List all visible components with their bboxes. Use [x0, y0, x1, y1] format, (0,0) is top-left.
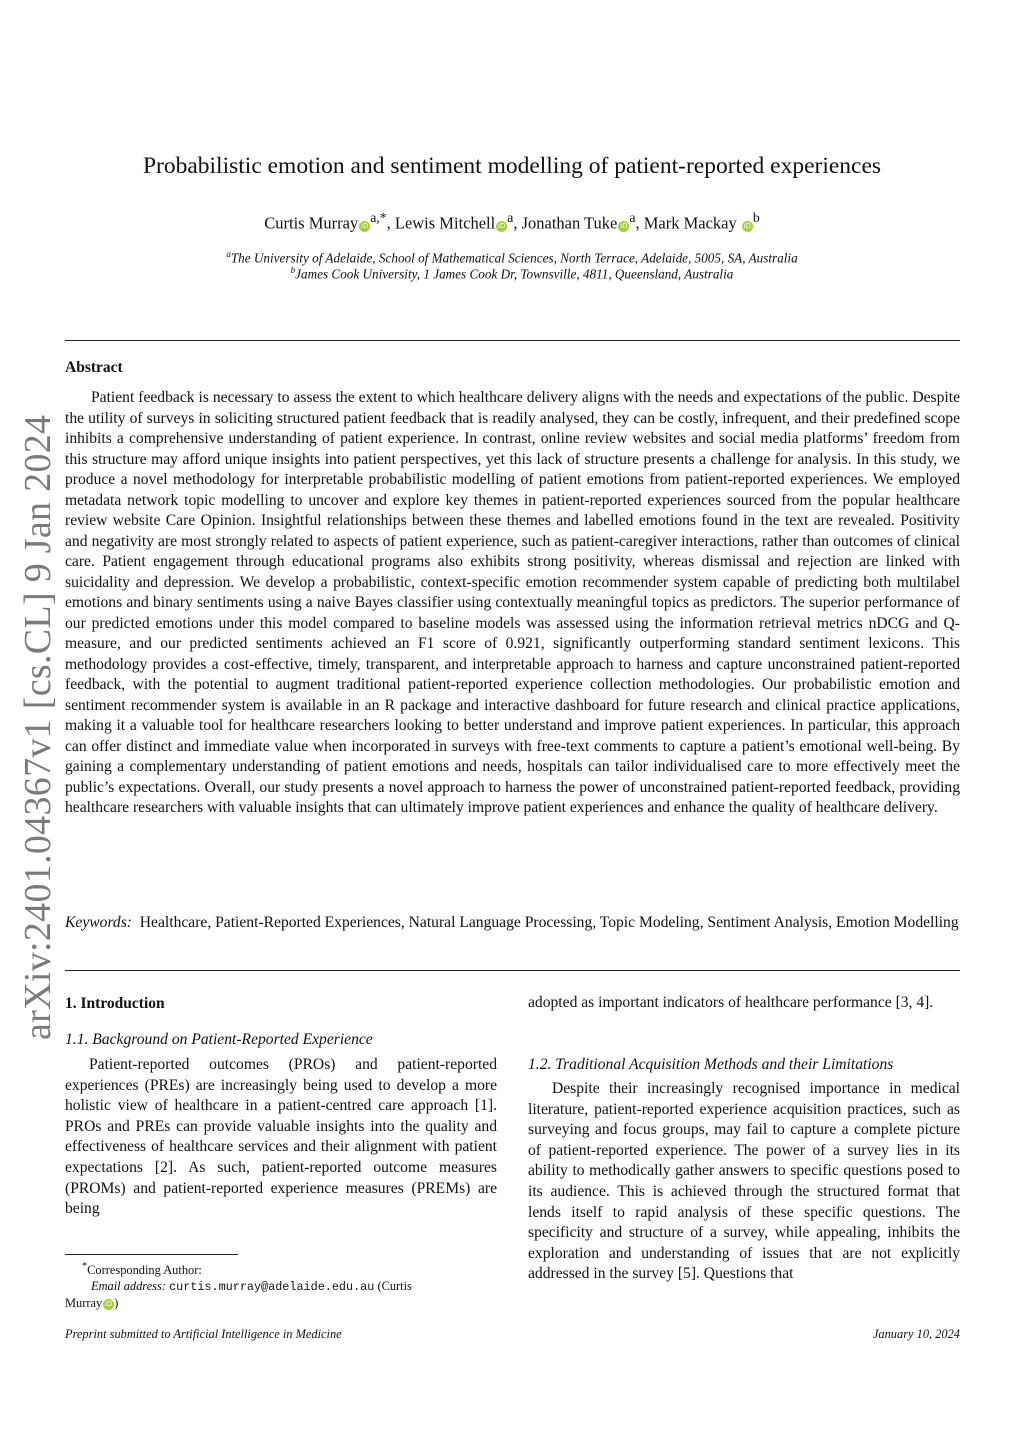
email-link[interactable]: curtis.murray@adelaide.edu.au [169, 1280, 375, 1295]
section-heading-introduction: 1. Introduction [65, 995, 165, 1012]
top-divider [65, 340, 960, 341]
author-list: Curtis Murray $iD^{a,*}$, Lewis Mitchell $iD^a$, Jonathan Tuke $iD^a$, Mark Mackay $iD^b$ [264, 210, 760, 233]
author-affiliation-mark: a [507, 210, 514, 225]
author-name[interactable]: Curtis Murray [264, 213, 359, 233]
footnote-mark: * [82, 1261, 88, 1272]
footnote-divider [65, 1254, 238, 1255]
email-label: Email address: [91, 1279, 166, 1294]
orcid-icon[interactable]: iD [743, 221, 752, 230]
arxiv-identifier: arXiv:2401.04367v1 [cs.CL] 9 Jan 2024 [17, 414, 59, 1040]
abstract-heading: Abstract [65, 359, 123, 376]
affiliation-b [60, 262, 964, 282]
author-name[interactable]: Jonathan Tuke [521, 213, 618, 233]
orcid-icon[interactable]: iD [620, 221, 628, 230]
affiliation-mark: b [290, 265, 296, 275]
footer-submission-note: Preprint submitted to Artificial Intelligence in Medicine [65, 1327, 342, 1341]
author-affiliation-mark: b [752, 210, 760, 225]
orcid-icon[interactable]: iD [498, 221, 506, 230]
orcid-icon[interactable]: iD [361, 221, 369, 230]
affiliation-mark: a [226, 249, 231, 259]
author-name[interactable]: Mark Mackay [643, 213, 737, 233]
orcid-icon[interactable]: iD [105, 1300, 113, 1309]
footer-date: January 10, 2024 [872, 1327, 960, 1341]
subsection-heading-traditional-methods: 1.2. Traditional Acquisition Methods and their Limitations [528, 1056, 894, 1073]
author-affiliation-mark: a,* [370, 210, 387, 225]
footnote-close: ) [114, 1296, 119, 1311]
affiliation-text: James Cook University, 1 James Cook Dr, Townsville, 4811, Queensland, Australia [295, 266, 734, 282]
subsection-heading-background: 1.1. Background on Patient-Reported Experience [65, 1031, 373, 1048]
author-name[interactable]: Lewis Mitchell [394, 213, 496, 233]
abstract-body: Patient feedback is necessary to assess the extent to which healthcare delivery aligns with the needs and expectations of the public. Despite the utility of surveys in soliciting structured patient feedback that is readily analysed, they can be costly, infrequent, and their predefined scope inhibits a comprehensive understanding of patient experience. In contrast, online review websites and social media platforms’ freedom from this structure may afford unique insights into patient perspectives, yet this lack of structure presents a challenge for analysis. In this study, we produce a novel methodology for interpretable probabilistic modelling of patient emotions from patient-reported experiences. We employed metadata network topic modelling to uncover and explore key themes in patient-reported experiences sourced from the popular healthcare review website Care Opinion. Insightful relationships between these themes and labelled emotions found in the text are revealed. Positivity and negativity are most strongly related to aspects of patient experience, such as patient-caregiver interactions, rather than outcomes of clinical care. Patient engagement through educational programs also exhibits strong positivity, whereas dismissal and rejection are linked with suicidality and depression. We develop a probabilistic, context-specific emotion recommender system capable of predicting both multilabel emotions and binary sentiments using a naive Bayes classifier using contextually meaningful topics as predictors. The superior performance of our predicted emotions under this model compared to baseline models was assessed using the information retrieval metrics nDCG and Q-measure, and our predicted sentiments achieved an F1 score of 0.921, significantly outperforming standard sentiment lexicons. This methodology provides a cost-effective, timely, transparent, and interpretable approach to harness and capture unconstrained patient-reported feedback, with the potential to augment traditional patient-reported experience collection methodologies. Our probabilistic emotion and sentiment recommender system is available in an R package and interactive dashboard for future research and clinical practice applications, making it a valuable tool for healthcare researchers looking to better understand and improve patient experiences. In particular, this approach can offer distinct and immediate value when incorporated in surveys with free-text comments to capture a patient’s emotional well-being. By gaining a complementary understanding of patient emotions and needs, hospitals can tailor individualised care to more effectively meet the public’s expectations. Overall, our study presents a novel approach to harness the power of unconstrained patient-reported feedback, providing healthcare researchers with valuable insights that can ultimately improve patient experiences and enhance the quality of healthcare delivery. [65, 389, 960, 816]
paragraph-background-continued: adopted as important indicators of healthcare performance [3, 4]. [528, 994, 934, 1011]
bottom-divider [65, 970, 960, 971]
footnote [65, 1259, 497, 1311]
paper-title: Probabilistic emotion and sentiment modelling of patient-reported experiences [142, 153, 882, 179]
paragraph-background: Patient-reported outcomes (PROs) and patient-reported experiences (PREs) are increasingly being used to develop a more holistic view of healthcare in a patient-centred care approach [1]. PROs and PREs can provide valuable insights into the quality and effectiveness of healthcare services and their alignment with patient expectations [2]. As such, patient-reported outcome measures (PROMs) and patient-reported experience measures (PREMs) are being [65, 1056, 497, 1218]
footnote-name: Murray [65, 1296, 103, 1311]
footnote-label: Corresponding Author: [87, 1263, 202, 1278]
keywords-label: Keywords: [65, 914, 132, 931]
keywords [65, 913, 960, 934]
affiliation-text: The University of Adelaide, School of Mathematical Sciences, North Terrace, Adelaide, 5005, SA, Australia [230, 250, 798, 266]
author-affiliation-mark: a [629, 210, 636, 225]
footnote-name-prefix: (Curtis [377, 1279, 412, 1294]
paragraph-traditional-methods: Despite their increasingly recognised importance in medical literature, patient-reported experience acquisition practices, such as surveying and focus groups, may fail to capture a complete picture of patient-reported experience. The power of a survey lies in its ability to methodically gather answers to specific questions posed to its audience. This is achieved through the structured format that lends itself to rapid analysis of these specific questions. The specificity and structure of a survey, while appealing, inhibits the exploration and understanding of issues that are not explicitly addressed in the survey [5]. Questions that [528, 1080, 960, 1283]
keywords-text: Healthcare, Patient-Reported Experiences, Natural Language Processing, Topic Modeling, Sentiment Analysis, Emotion Modelling [139, 914, 959, 931]
